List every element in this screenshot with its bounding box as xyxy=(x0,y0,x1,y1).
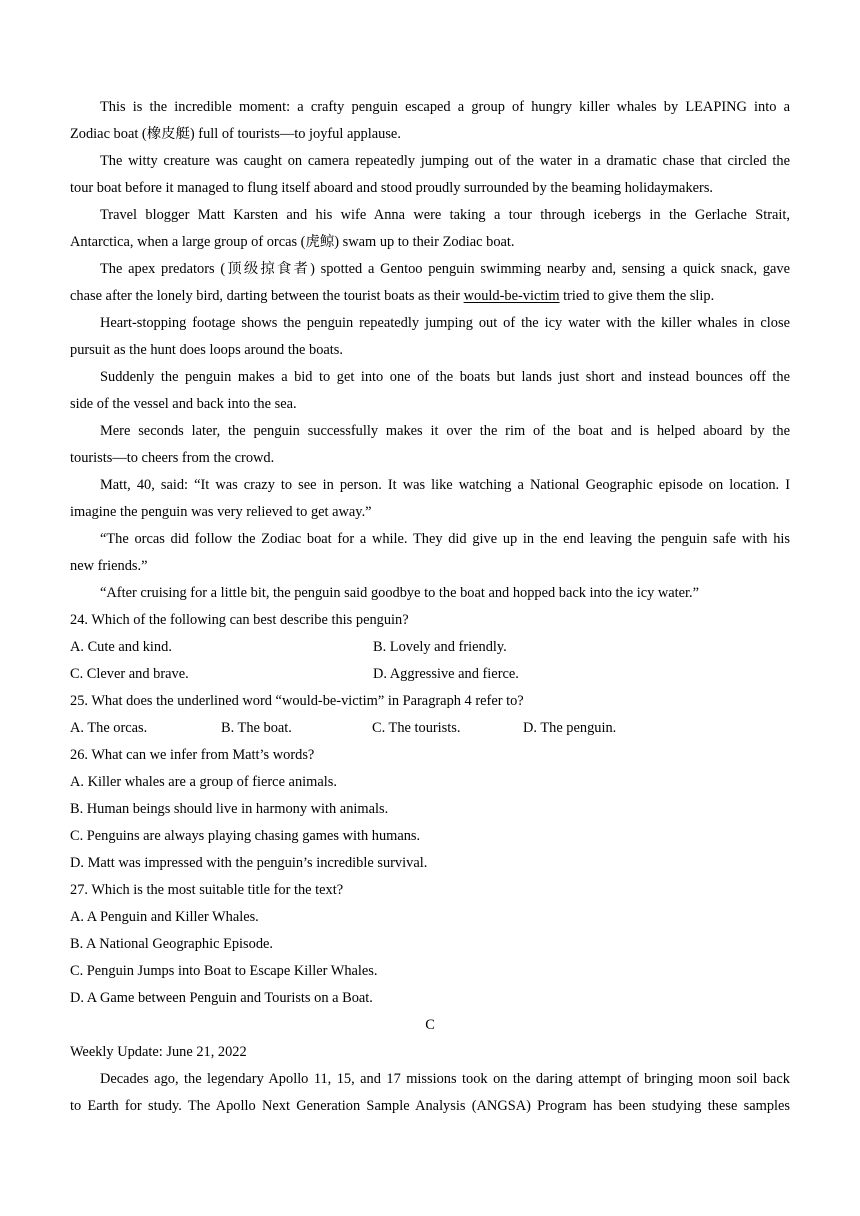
paragraph-line: new friends.” xyxy=(70,558,148,574)
paragraph-line: This is the incredible moment: a crafty penguin escaped a group of hungry killer whales by LEAPING into a xyxy=(100,99,790,115)
option-c: C. Penguins are always playing chasing games with humans. xyxy=(70,828,421,844)
paragraph-line: “After cruising for a little bit, the penguin said goodbye to the boat and hopped back into the icy water.” xyxy=(100,585,700,601)
section-heading: C xyxy=(425,1017,435,1033)
paragraph-line: Suddenly the penguin makes a bid to get into one of the boats but lands just short and instead bounces off the xyxy=(100,369,790,385)
option-c: C. Clever and brave. xyxy=(70,666,189,682)
option-b: B. A National Geographic Episode. xyxy=(70,936,274,952)
option-a: A. Killer whales are a group of fierce animals. xyxy=(70,774,337,790)
option-row xyxy=(70,715,790,742)
option-a: A. A Penguin and Killer Whales. xyxy=(70,909,259,925)
paragraph-line: Zodiac boat (橡皮艇) full of tourists—to joyful applause. xyxy=(70,126,401,142)
exam-page xyxy=(70,94,790,1120)
option-c: C. The tourists. xyxy=(372,720,461,736)
option-b: B. The boat. xyxy=(221,720,292,736)
paragraph-line: Mere seconds later, the penguin successfully makes it over the rim of the boat and is helped aboard by the xyxy=(100,423,790,439)
paragraph-line: Matt, 40, said: “It was crazy to see in person. It was like watching a National Geographic episode on location. I xyxy=(100,477,790,493)
option-a: A. Cute and kind. xyxy=(70,639,172,655)
question-stem: 25. What does the underlined word “would-be-victim” in Paragraph 4 refer to? xyxy=(70,693,524,709)
question-stem: 24. Which of the following can best describe this penguin? xyxy=(70,612,409,628)
option-b: B. Lovely and friendly. xyxy=(373,639,507,655)
sentence-text: chase after the lonely bird, darting between the tourist boats as their xyxy=(70,288,464,304)
paragraph-line: “The orcas did follow the Zodiac boat for a while. They did give up in the end leaving the penguin safe with his xyxy=(100,531,790,547)
paragraph-line xyxy=(70,283,790,310)
sentence-text: tried to give them the slip. xyxy=(559,288,715,304)
paragraph-line: side of the vessel and back into the sea. xyxy=(70,396,297,412)
option-b: B. Human beings should live in harmony with animals. xyxy=(70,801,389,817)
paragraph-line: The apex predators (顶级掠食者) spotted a Gentoo penguin swimming nearby and, sensing a quick snack, gave xyxy=(100,261,790,277)
option-c: C. Penguin Jumps into Boat to Escape Killer Whales. xyxy=(70,963,378,979)
question-stem: 27. Which is the most suitable title for the text? xyxy=(70,882,344,898)
paragraph-line: Antarctica, when a large group of orcas (虎鲸) swam up to their Zodiac boat. xyxy=(70,234,515,250)
question-stem: 26. What can we infer from Matt’s words? xyxy=(70,747,315,763)
paragraph-line: Travel blogger Matt Karsten and his wife Anna were taking a tour through icebergs in the Gerlache Strait, xyxy=(100,207,790,223)
option-d: D. A Game between Penguin and Tourists on a Boat. xyxy=(70,990,373,1006)
option-d: D. Aggressive and fierce. xyxy=(373,666,519,682)
paragraph-line: tourists—to cheers from the crowd. xyxy=(70,450,275,466)
dateline: Weekly Update: June 21, 2022 xyxy=(70,1044,247,1060)
option-a: A. The orcas. xyxy=(70,720,148,736)
paragraph-line: to Earth for study. The Apollo Next Generation Sample Analysis (ANGSA) Program has been studying these samples xyxy=(70,1098,790,1114)
option-row xyxy=(70,661,790,688)
paragraph-line: The witty creature was caught on camera repeatedly jumping out of the water in a dramatic chase that circled the xyxy=(100,153,790,169)
underlined-word: would-be-victim xyxy=(463,288,560,304)
paragraph-line: pursuit as the hunt does loops around the boats. xyxy=(70,342,343,358)
paragraph-line: Decades ago, the legendary Apollo 11, 15, and 17 missions took on the daring attempt of bringing moon soil back xyxy=(100,1071,790,1087)
option-d: D. The penguin. xyxy=(523,720,617,736)
option-d: D. Matt was impressed with the penguin’s incredible survival. xyxy=(70,855,428,871)
paragraph-line: tour boat before it managed to flung itself aboard and stood proudly surrounded by the beaming holidaymakers. xyxy=(70,180,714,196)
paragraph-line: imagine the penguin was very relieved to get away.” xyxy=(70,504,372,520)
option-row xyxy=(70,634,790,661)
paragraph-line: Heart-stopping footage shows the penguin repeatedly jumping out of the icy water with the killer whales in close xyxy=(100,315,790,331)
